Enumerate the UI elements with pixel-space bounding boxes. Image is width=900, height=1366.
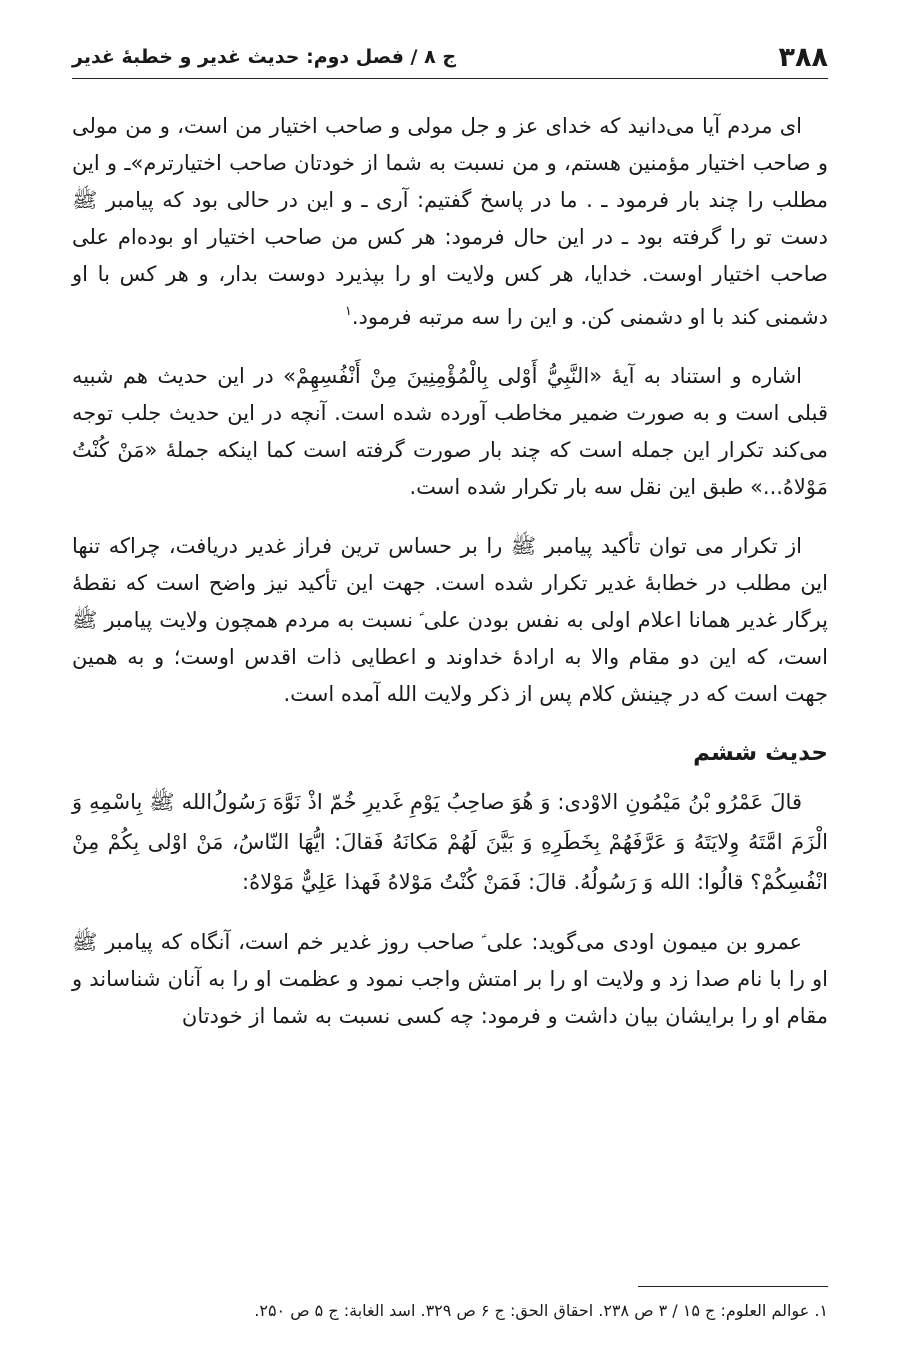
paragraph: عمرو بن میمون اودی می‌گوید: علی ؑ صاحب روز غدیر خم است، آنگاه که پیامبر ﷺ او را با نام صدا زد و ولایت او را بر امتش واجب نمود و عظمت او را به آنان شناساند و مقام او را برایشان بیان داشت و فرمود: چه کسی نسبت به شما از خودتان [72, 930, 828, 1028]
arabic-quote: قالَ عَمْرُو بْنُ مَيْمُونِ الاوْدی: وَ هُوَ صاحِبُ يَوْمِ غَديرِ خُمّ اذْ نَوَّهَ رَسُولُ‌الله ﷺ بِاسْمِهِ وَ الْزَمَ امَّتَهُ وِلايَتَهُ وَ عَرَّفَهُمْ بِخَطَرِهِ وَ بَيَّنَ لَهُمْ مَكانَهُ فَقالَ: ايُّهَا النّاسُ، مَنْ اوْلى بِكُمْ مِنْ انْفُسِكُمْ؟ قالُوا: الله وَ رَسُولُهُ. قالَ: فَمَنْ كُنْتُ مَوْلاهُ فَهذا عَلِيٌّ مَوْلاهُ: [72, 790, 828, 894]
paragraph-text: ای مردم آیا می‌دانید که خدای عز و جل مولی و صاحب اختیار من است، و من مولی و صاحب اختیار مؤمنین هستم، و من نسبت به شما از خودتان صاحب اختیارترم»ـ و این مطلب را چند بار فرمود ـ . ما در پاسخ گفتیم: آری ـ و این در حالی بود که پیامبر ﷺ دست تو را گرفته بود ـ در این حال فرمود: هر کس من صاحب اختیار او بوده‌ام علی صاحب اختیار اوست. خدایا، هر کس ولایت او را بپذیرد دوست بدار، و هر کس با او دشمنی کند با او دشمنی کن. و این را سه مرتبه فرمود. [72, 114, 828, 329]
footnote-divider [638, 1286, 828, 1287]
paragraph: اشاره و استناد به آیهٔ «النَّبِيُّ أَوْلى بِالْمُؤْمِنِينَ مِنْ أَنْفُسِهِمْ» در این حدیث هم شبیه قبلی است و به صورت ضمیر مخاطب آورده شده است. آنچه در این حدیث جلب توجه می‌کند تکرار این جمله است که چند بار صورت گرفته است کما اینکه جملهٔ «مَنْ كُنْتُ مَوْلاهُ...» طبق این نقل سه بار تکرار شده است. [72, 364, 828, 499]
paragraph [72, 108, 828, 336]
body-text [72, 108, 828, 1057]
paragraph: از تکرار می توان تأکید پیامبر ﷺ را بر حساس ترین فراز غدیر دریافت، چراکه تنها این مطلب در خطابهٔ غدیر تکرار شده است. جهت این تأکید نیز واضح است که نقطهٔ پرگار غدیر همانا اعلام اولی به نفس بودن علی ؑ نسبت به مردم همچون ولایت پیامبر ﷺ است، که این دو مقام والا به ارادهٔ خداوند و اعطایی ذات اقدس اوست؛ و به همین جهت است که در چینش کلام پس از ذکر ولایت الله آمده است. [72, 534, 828, 706]
running-head: ج ۸ / فصل دوم: حديث غدير و خطبهٔ غدير [72, 46, 457, 68]
page-header [72, 36, 828, 79]
footnote-marker: ۱ [344, 304, 352, 319]
page-number: ۳۸۸ [778, 41, 828, 73]
section-title: حدیث ششم [693, 740, 828, 766]
footnote: ۱. عوالم العلوم: ج ۱۵ / ۳ ص ۲۳۸. احقاق الحق: ج ۶ ص ۳۲۹. اسد الغابة: ج ۵ ص ۲۵۰. [254, 1301, 828, 1320]
